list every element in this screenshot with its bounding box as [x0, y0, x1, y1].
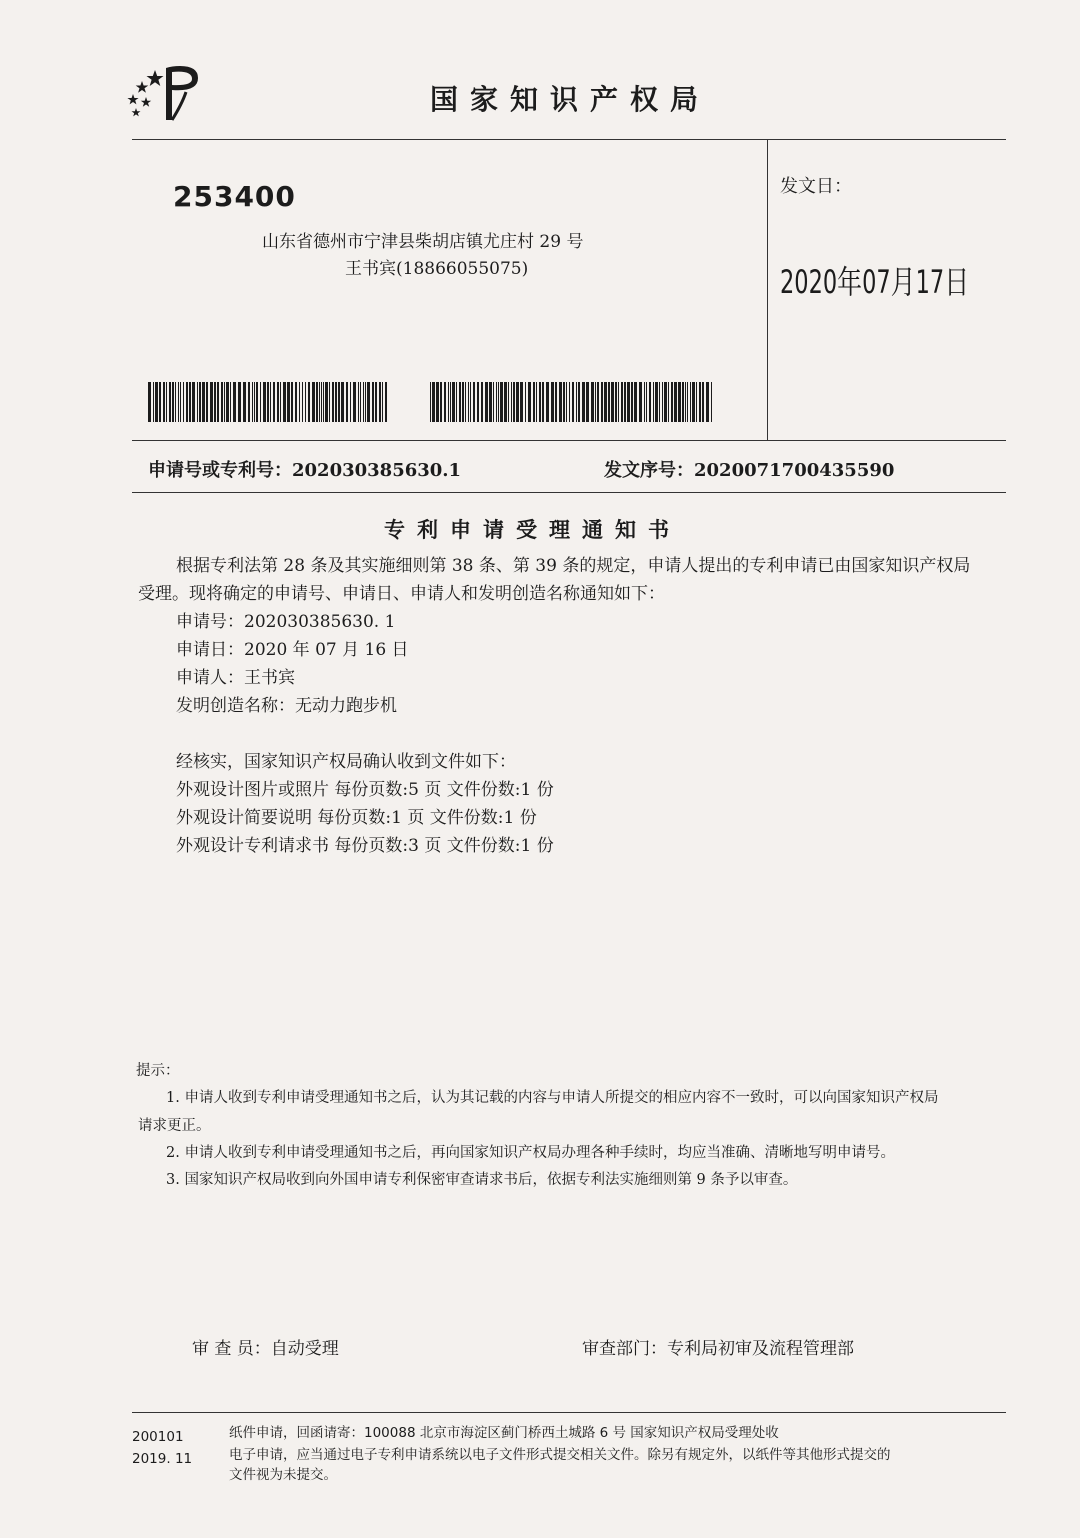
- barcode-bar: [664, 382, 667, 422]
- barcode-bar: [659, 382, 660, 422]
- document-item: 外观设计简要说明 每份页数:1 页 文件份数:1 份: [176, 808, 537, 828]
- barcode-bar: [674, 382, 677, 422]
- barcode-bar: [379, 382, 381, 422]
- barcode-bar: [166, 382, 167, 422]
- barcode-bar: [199, 382, 201, 422]
- form-code: 200101: [132, 1429, 184, 1445]
- issue-date-label: 发文日：: [780, 176, 852, 197]
- barcode-bar: [372, 382, 374, 422]
- barcode-bar: [539, 382, 541, 422]
- barcode-bar: [516, 382, 519, 422]
- barcode-bar: [385, 382, 387, 422]
- barcode-bar: [252, 382, 253, 422]
- barcode-bar: [221, 382, 223, 422]
- footer-electronic-note-continuation: 文件视为未提交。: [229, 1467, 337, 1483]
- barcode-bar: [621, 382, 623, 422]
- barcode-bar: [238, 382, 241, 422]
- issue-date-stamp: 2020年07月17日: [780, 263, 970, 301]
- tips-heading: 提示：: [136, 1063, 180, 1079]
- barcode-bar: [312, 382, 315, 422]
- barcode-bar: [335, 382, 337, 422]
- form-version: 2019. 11: [132, 1451, 193, 1467]
- dispatch-number: [604, 456, 894, 482]
- barcode-bar: [178, 382, 179, 422]
- document-item: 外观设计图片或照片 每份页数:5 页 文件份数:1 份: [176, 780, 554, 800]
- barcode-bar: [668, 382, 669, 422]
- barcode-bar: [601, 382, 603, 422]
- application-number: [148, 456, 461, 482]
- barcode-bar: [639, 382, 642, 422]
- barcode-bar: [186, 382, 188, 422]
- barcode-bar: [353, 382, 356, 422]
- examiner: 审 查 员：自动受理: [192, 1339, 339, 1359]
- barcode-bar: [192, 382, 195, 422]
- barcode-bar: [444, 382, 446, 422]
- cnipa-logo-icon: [122, 64, 202, 124]
- barcode-right: [430, 382, 714, 422]
- barcode-bar: [678, 382, 681, 422]
- barcode-bar: [608, 382, 610, 422]
- tip-item-3: 3. 国家知识产权局收到向外国申请专利保密审查请求书后，依据专利法实施细则第 9 条予以审查。: [166, 1172, 798, 1188]
- applicant-line: 申请人：王书宾: [176, 668, 295, 688]
- notice-intro-line-1: 根据专利法第 28 条及其实施细则第 38 条、第 39 条的规定，申请人提出的专利申请已由国家知识产权局: [176, 556, 971, 576]
- barcode-bar: [248, 382, 250, 422]
- barcode-bar: [578, 382, 580, 422]
- barcode-bar: [350, 382, 351, 422]
- barcode-bar: [582, 382, 585, 422]
- barcode-bar: [430, 382, 431, 422]
- barcode-bar: [477, 382, 479, 422]
- barcode-bar: [500, 382, 503, 422]
- barcode-bar: [277, 382, 279, 422]
- barcode-bar: [323, 382, 324, 422]
- barcode-bar: [627, 382, 630, 422]
- barcode-bar: [470, 382, 471, 422]
- barcode-bar: [690, 382, 691, 422]
- barcode-bar: [644, 382, 645, 422]
- barcode-bar: [440, 382, 442, 422]
- application-no-line: 申请号：202030385630. 1: [176, 612, 396, 632]
- barcode-bar: [217, 382, 219, 422]
- barcode-bar: [615, 382, 617, 422]
- barcode-bar: [436, 382, 439, 422]
- barcode-bar: [375, 382, 377, 422]
- barcode-bar: [155, 382, 158, 422]
- barcode-bar: [687, 382, 688, 422]
- tip-item-1: 1. 申请人收到专利申请受理通知书之后，认为其记载的内容与申请人所提交的相应内容不一致时，可以向国家知识产权局: [166, 1090, 939, 1106]
- barcode-bar: [254, 382, 255, 422]
- barcode-bar: [260, 382, 261, 422]
- tip-item-1-continuation: 请求更正。: [138, 1118, 211, 1134]
- barcode-bar: [295, 382, 297, 422]
- barcode-bar: [183, 382, 184, 422]
- barcode-bar: [308, 382, 310, 422]
- footer-rule: [132, 1412, 1006, 1413]
- barcode-bar: [363, 382, 364, 422]
- barcode-bar: [624, 382, 626, 422]
- document-item: 外观设计专利请求书 每份页数:3 页 文件份数:1 份: [176, 836, 554, 856]
- recipient-name: 王书宾(18866055075): [345, 259, 529, 279]
- barcode-bar: [175, 382, 176, 422]
- address-block-bottom-rule: [132, 440, 1006, 441]
- barcode-bar: [655, 382, 658, 422]
- barcode-bar: [496, 382, 497, 422]
- barcode-bar: [536, 382, 537, 422]
- barcode-bar: [202, 382, 205, 422]
- barcode-bar: [473, 382, 475, 422]
- barcode-bar: [498, 382, 499, 422]
- barcode-bar: [360, 382, 361, 422]
- barcode-bar: [618, 382, 619, 422]
- barcode-bar: [341, 382, 344, 422]
- recipient-address: 山东省德州市宁津县柴胡店镇尤庄村 29 号: [262, 232, 584, 252]
- dispatch-number-label: 发文序号：: [604, 460, 694, 481]
- barcode-bar: [591, 382, 594, 422]
- agency-name: 国家知识产权局: [430, 83, 711, 116]
- barcode-bar: [511, 382, 512, 422]
- barcode-bar: [504, 382, 507, 422]
- barcode-bar: [159, 382, 161, 422]
- application-number-value: 202030385630.1: [292, 460, 462, 481]
- barcode-bar: [555, 382, 557, 422]
- barcode-bar: [448, 382, 449, 422]
- barcode-bar: [180, 382, 181, 422]
- barcode-bar: [520, 382, 523, 422]
- issue-date-divider: [767, 139, 768, 440]
- barcode-bar: [671, 382, 673, 422]
- notice-intro-line-2: 受理。现将确定的申请号、申请日、申请人和发明创造名称通知如下：: [138, 584, 665, 604]
- barcode-bar: [432, 382, 435, 422]
- barcode-bar: [493, 382, 494, 422]
- barcode-bar: [481, 382, 483, 422]
- dispatch-number-value: 2020071700435590: [694, 460, 895, 481]
- barcode-left: [148, 382, 388, 422]
- barcode-bar: [450, 382, 451, 422]
- barcode-bar: [566, 382, 567, 422]
- barcode-bar: [682, 382, 684, 422]
- examination-department: 审查部门：专利局初审及流程管理部: [582, 1339, 854, 1359]
- barcode-bar: [513, 382, 515, 422]
- barcode-bar: [243, 382, 246, 422]
- barcode-bar: [699, 382, 701, 422]
- barcode-bar: [332, 382, 334, 422]
- barcode-bar: [595, 382, 596, 422]
- barcode-bar: [711, 382, 712, 422]
- barcode-bar: [692, 382, 695, 422]
- barcode-bar: [634, 382, 637, 422]
- header-divider: [132, 139, 1006, 140]
- barcode-bar: [597, 382, 599, 422]
- barcode-bar: [172, 382, 174, 422]
- barcode-bar: [696, 382, 697, 422]
- barcode-bar: [631, 382, 633, 422]
- barcode-bar: [525, 382, 526, 422]
- barcode-bar: [646, 382, 647, 422]
- barcode-bar: [233, 382, 236, 422]
- confirmation-line: 经核实，国家知识产权局确认收到文件如下：: [176, 752, 516, 772]
- barcode-bar: [214, 382, 216, 422]
- barcode-bar: [382, 382, 383, 422]
- barcode-bar: [256, 382, 258, 422]
- barcode-bar: [148, 382, 151, 422]
- barcode-bar: [287, 382, 290, 422]
- footer-mail-address: 纸件申请，回函请寄：100088 北京市海淀区蓟门桥西土城路 6 号 国家知识产权局受理处收: [229, 1425, 779, 1441]
- filing-date-line: 申请日：2020 年 07 月 16 日: [176, 640, 409, 660]
- barcode-bar: [576, 382, 577, 422]
- barcode-bar: [649, 382, 651, 422]
- barcode-bar: [224, 382, 225, 422]
- application-number-label: 申请号或专利号：: [148, 460, 292, 481]
- barcode-bar: [230, 382, 231, 422]
- barcode-bar: [302, 382, 303, 422]
- barcode-bar: [586, 382, 589, 422]
- barcode-bar: [462, 382, 464, 422]
- barcode-bar: [685, 382, 686, 422]
- invention-name-line: 发明创造名称：无动力跑步机: [176, 696, 397, 716]
- barcode-bar: [189, 382, 191, 422]
- barcode-bar: [563, 382, 565, 422]
- barcode-bar: [572, 382, 574, 422]
- reference-rule: [132, 492, 1006, 493]
- barcode-bar: [546, 382, 549, 422]
- barcode-bar: [653, 382, 654, 422]
- barcode-bar: [358, 382, 359, 422]
- barcode-bar: [706, 382, 709, 422]
- barcode-bar: [263, 382, 266, 422]
- footer-electronic-note: 电子申请，应当通过电子专利申请系统以电子文件形式提交相关文件。除另有规定外，以纸件等其他形式提交的: [229, 1447, 891, 1463]
- barcode-bar: [270, 382, 271, 422]
- barcode-bar: [485, 382, 488, 422]
- barcode-bar: [321, 382, 322, 422]
- barcode-bar: [702, 382, 704, 422]
- barcode-bar: [291, 382, 293, 422]
- barcode-bar: [489, 382, 492, 422]
- postcode: 253400: [173, 180, 296, 213]
- barcode-bar: [319, 382, 320, 422]
- barcode-bar: [197, 382, 198, 422]
- barcode-bar: [456, 382, 457, 422]
- barcode-bar: [459, 382, 461, 422]
- barcode-bar: [365, 382, 366, 422]
- barcode-bar: [604, 382, 607, 422]
- barcode-bar: [468, 382, 469, 422]
- barcode-bar: [153, 382, 154, 422]
- barcode-bar: [542, 382, 544, 422]
- barcode-bar: [316, 382, 318, 422]
- barcode-bar: [611, 382, 614, 422]
- barcode-bar: [528, 382, 531, 422]
- barcode-bar: [206, 382, 208, 422]
- barcode-bar: [329, 382, 330, 422]
- notice-title: 专利申请受理通知书: [384, 518, 681, 542]
- barcode-bar: [465, 382, 466, 422]
- barcode-bar: [569, 382, 570, 422]
- barcode-bar: [551, 382, 554, 422]
- barcode-bar: [280, 382, 281, 422]
- barcode-bar: [163, 382, 165, 422]
- barcode-bar: [299, 382, 300, 422]
- barcode-bar: [273, 382, 275, 422]
- barcode-bar: [325, 382, 328, 422]
- barcode-bar: [367, 382, 370, 422]
- barcode-bar: [210, 382, 213, 422]
- barcode-bar: [169, 382, 171, 422]
- barcode-bar: [338, 382, 340, 422]
- barcode-bar: [662, 382, 663, 422]
- barcode-bar: [283, 382, 286, 422]
- barcode-bar: [305, 382, 306, 422]
- barcode-bar: [559, 382, 562, 422]
- tip-item-2: 2. 申请人收到专利申请受理通知书之后，再向国家知识产权局办理各种手续时，均应当准确、清晰地写明申请号。: [166, 1145, 895, 1161]
- barcode-bar: [226, 382, 229, 422]
- barcode-bar: [508, 382, 509, 422]
- barcode-bar: [346, 382, 348, 422]
- barcode-bar: [533, 382, 535, 422]
- barcode-bar: [452, 382, 455, 422]
- barcode-bar: [267, 382, 269, 422]
